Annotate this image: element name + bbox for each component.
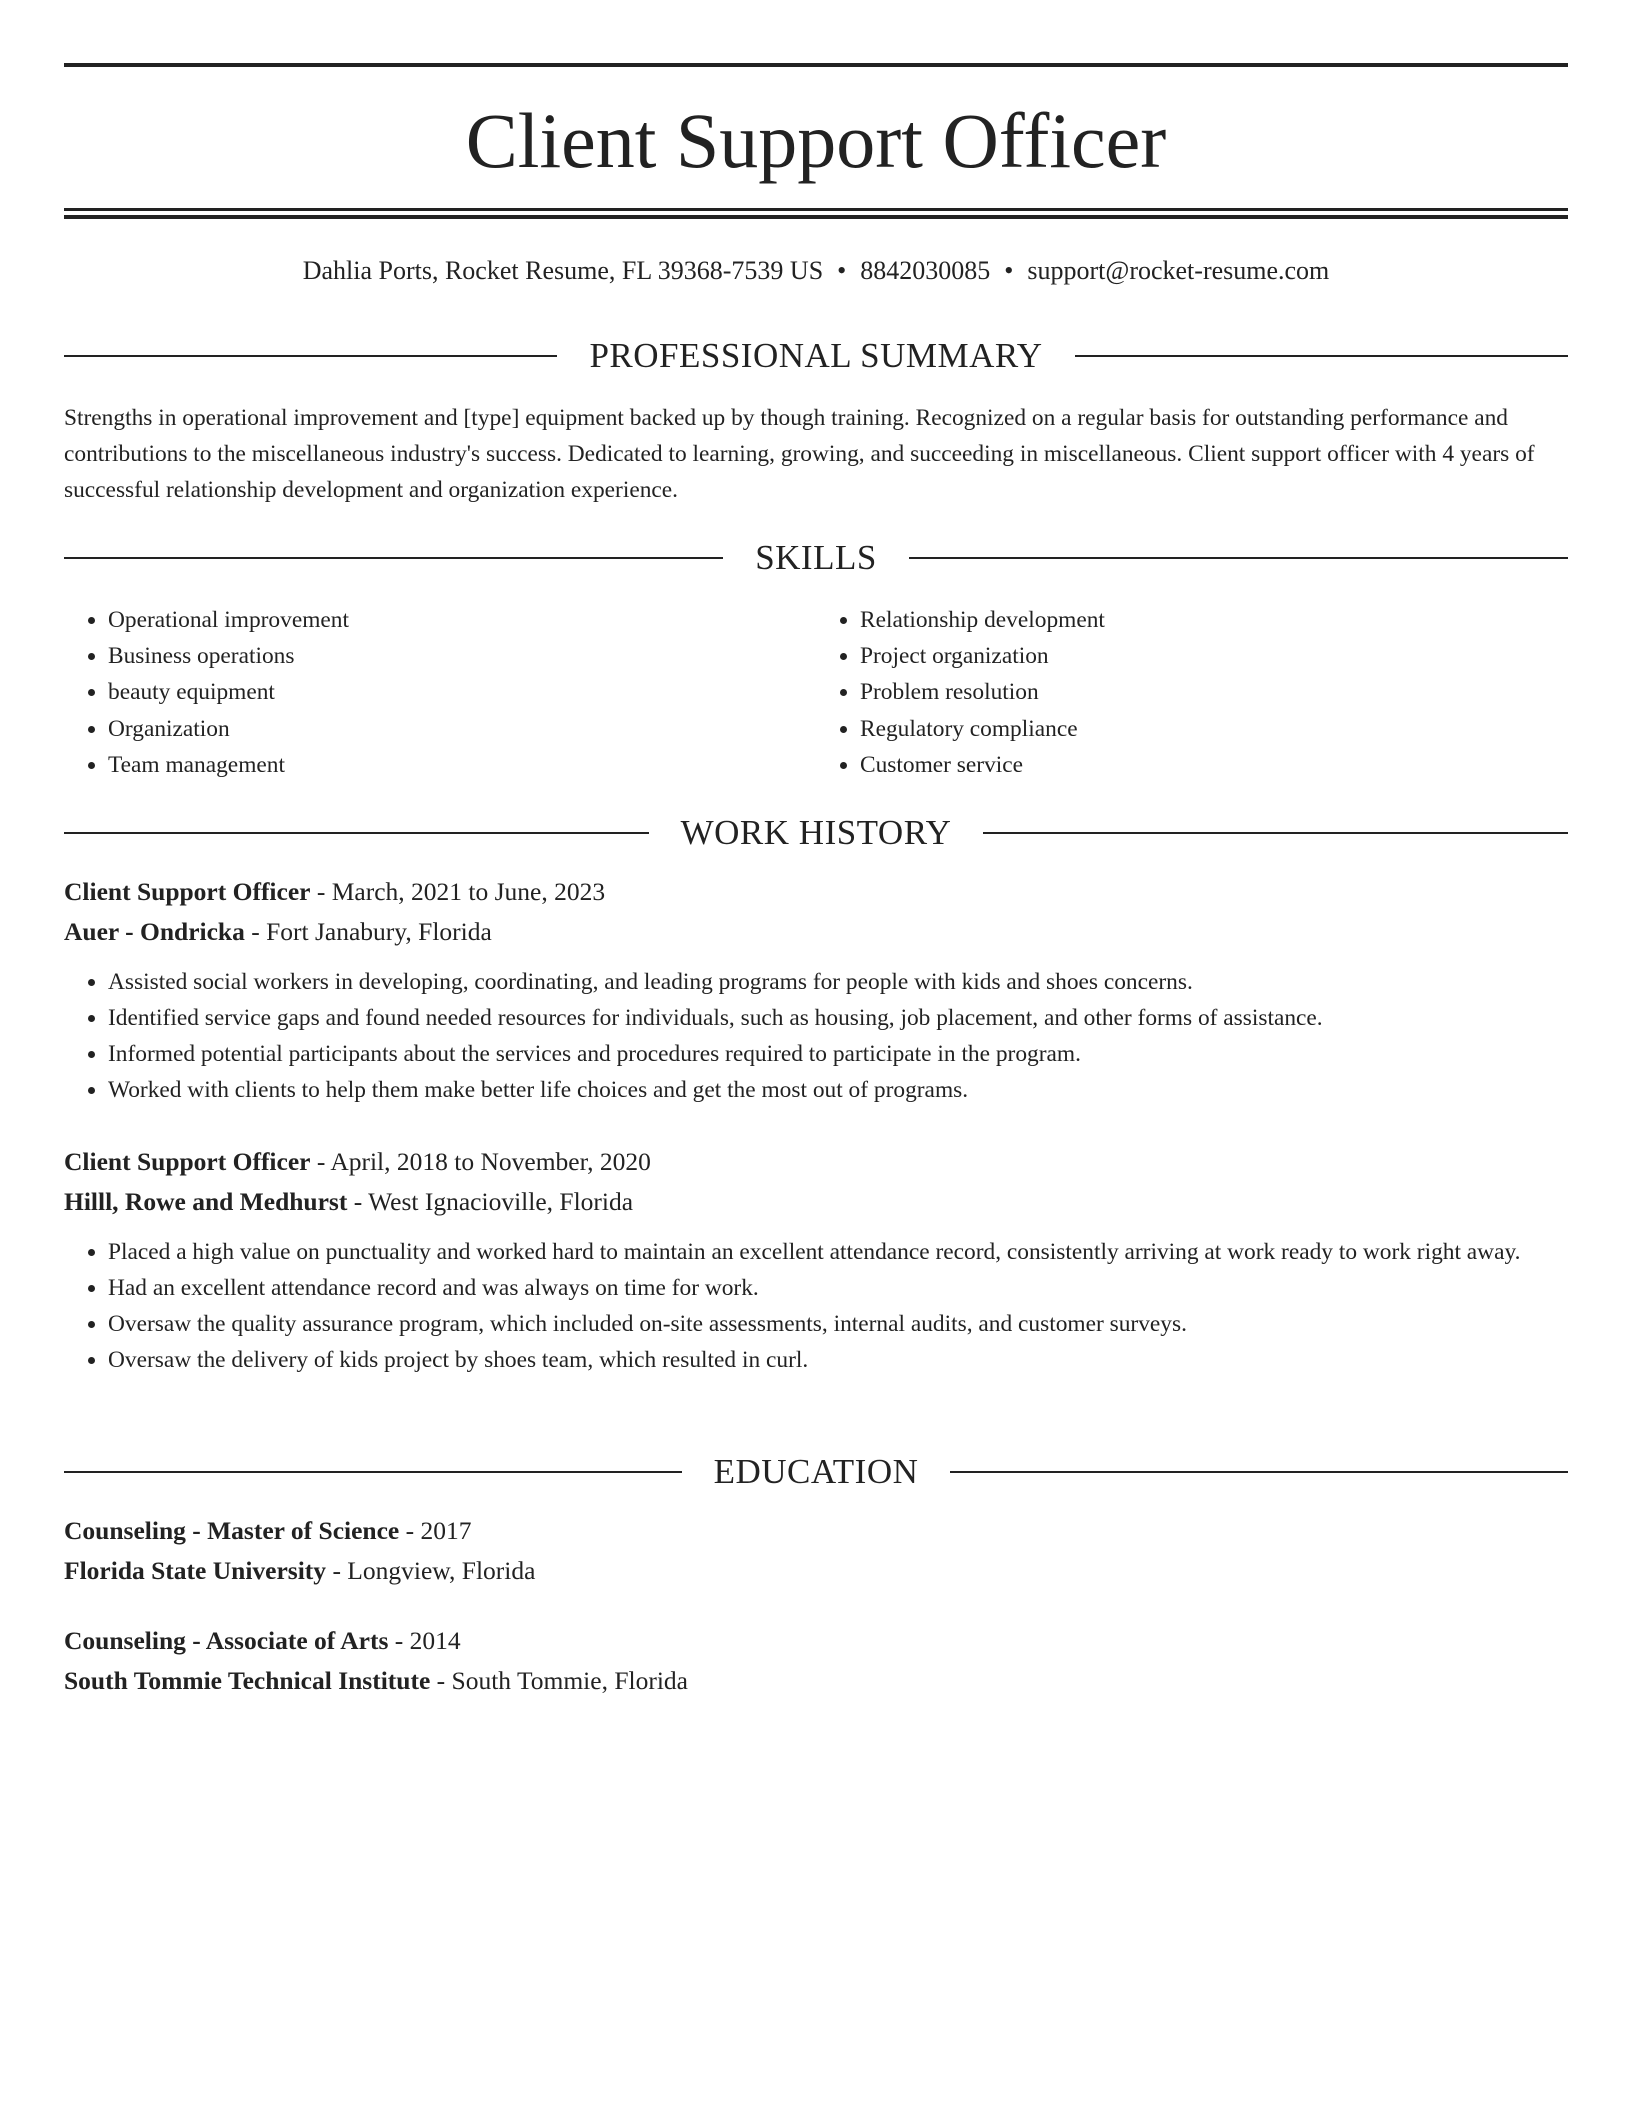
education-year: - 2017: [399, 1516, 472, 1545]
resume-title: Client Support Officer: [465, 97, 1167, 184]
education-degree: Counseling - Master of Science: [64, 1516, 400, 1545]
section-rule: [64, 557, 723, 559]
job-company-line: [64, 1182, 1568, 1222]
education-school: Florida State University: [64, 1556, 327, 1585]
contact-line: [64, 253, 1568, 289]
education-degree-line: [64, 1621, 1568, 1661]
section-rule: [64, 355, 557, 357]
education-degree-line: [64, 1511, 1568, 1551]
job-bullet: • Had an excellent attendance record and was always on time for work.: [108, 1270, 1568, 1306]
job-bullets: [64, 1234, 1568, 1378]
skill-item: • Relationship development: [860, 602, 1568, 638]
section-rule: [983, 832, 1568, 834]
job-location: - Fort Janabury, Florida: [244, 917, 492, 946]
section-rule: [1075, 355, 1568, 357]
section-title-education: EDUCATION: [713, 1452, 919, 1491]
section-rule: [64, 1471, 682, 1473]
job-dates: - March, 2021 to June, 2023: [310, 877, 606, 906]
section-header-skills: [64, 536, 1568, 580]
job-bullets: [64, 964, 1568, 1108]
skill-item: • Customer service: [860, 747, 1568, 783]
section-header-education: [64, 1450, 1568, 1494]
skill-item: • Problem resolution: [860, 674, 1568, 710]
job-title: Client Support Officer: [64, 1147, 311, 1176]
skills-list: [64, 602, 1568, 783]
education-degree: Counseling - Associate of Arts: [64, 1626, 389, 1655]
job-entry: [64, 872, 1568, 1108]
section-header-work: [64, 811, 1568, 855]
job-title: Client Support Officer: [64, 877, 311, 906]
job-bullet: • Oversaw the quality assurance program, which included on-site assessments, internal audits, and customer surveys.: [108, 1306, 1568, 1342]
summary-text: Strengths in operational improvement and [type] equipment backed up by though training. Recognized on a regular basis for outstanding performance and contributions to the miscellaneous industry's success. Dedicated to learning, growing, and succeeding in miscellaneous. Client support officer with 4 years of successful relationship development and organization experience.: [64, 405, 1535, 503]
skill-item: • Regulatory compliance: [860, 711, 1568, 747]
education-location: - South Tommie, Florida: [430, 1666, 688, 1695]
top-rule: [64, 63, 1568, 67]
job-location: - West Ignacioville, Florida: [347, 1187, 634, 1216]
contact-address: Dahlia Ports, Rocket Resume, FL 39368-7539 US: [302, 256, 824, 285]
job-title-line: [64, 1142, 1568, 1182]
job-bullet: • Informed potential participants about the services and procedures required to participate in the program.: [108, 1036, 1568, 1072]
section-header-summary: [64, 334, 1568, 378]
job-bullet: • Oversaw the delivery of kids project by shoes team, which resulted in curl.: [108, 1342, 1568, 1378]
title-double-rule: [64, 208, 1568, 219]
job-company: Auer - Ondricka: [64, 917, 245, 946]
education-entry: [64, 1621, 1568, 1701]
section-rule: [950, 1471, 1568, 1473]
job-dates: - April, 2018 to November, 2020: [310, 1147, 651, 1176]
section-title-skills: SKILLS: [755, 538, 877, 577]
skills-column-left: [64, 602, 816, 783]
section-rule: [64, 832, 649, 834]
job-bullet: • Placed a high value on punctuality and worked hard to maintain an excellent attendance record, consistently arriving at work ready to work right away.: [108, 1234, 1568, 1270]
skill-item: • Project organization: [860, 638, 1568, 674]
education-year: - 2014: [388, 1626, 461, 1655]
job-bullet: • Identified service gaps and found needed resources for individuals, such as housing, job placement, and other forms of assistance.: [108, 1000, 1568, 1036]
contact-separator: •: [837, 256, 847, 285]
education-school-line: [64, 1661, 1568, 1701]
job-entry: [64, 1142, 1568, 1378]
job-bullet: • Worked with clients to help them make better life choices and get the most out of programs.: [108, 1072, 1568, 1108]
skill-item: • beauty equipment: [108, 674, 816, 710]
skill-item: • Business operations: [108, 638, 816, 674]
skill-item: • Team management: [108, 747, 816, 783]
education-school: South Tommie Technical Institute: [64, 1666, 431, 1695]
job-title-line: [64, 872, 1568, 912]
skills-column-right: [816, 602, 1568, 783]
job-company-line: [64, 912, 1568, 952]
contact-separator: •: [1004, 256, 1014, 285]
contact-email: support@rocket-resume.com: [1027, 256, 1330, 285]
section-title-summary: PROFESSIONAL SUMMARY: [589, 336, 1043, 375]
education-school-line: [64, 1551, 1568, 1591]
section-rule: [909, 557, 1568, 559]
job-company: Hilll, Rowe and Medhurst: [64, 1187, 348, 1216]
education-entry: [64, 1511, 1568, 1591]
skill-item: • Operational improvement: [108, 602, 816, 638]
contact-phone: 8842030085: [860, 256, 991, 285]
section-title-work: WORK HISTORY: [680, 813, 952, 852]
job-bullet: • Assisted social workers in developing, coordinating, and leading programs for people with kids and shoes concerns.: [108, 964, 1568, 1000]
skill-item: • Organization: [108, 711, 816, 747]
education-location: - Longview, Florida: [326, 1556, 536, 1585]
